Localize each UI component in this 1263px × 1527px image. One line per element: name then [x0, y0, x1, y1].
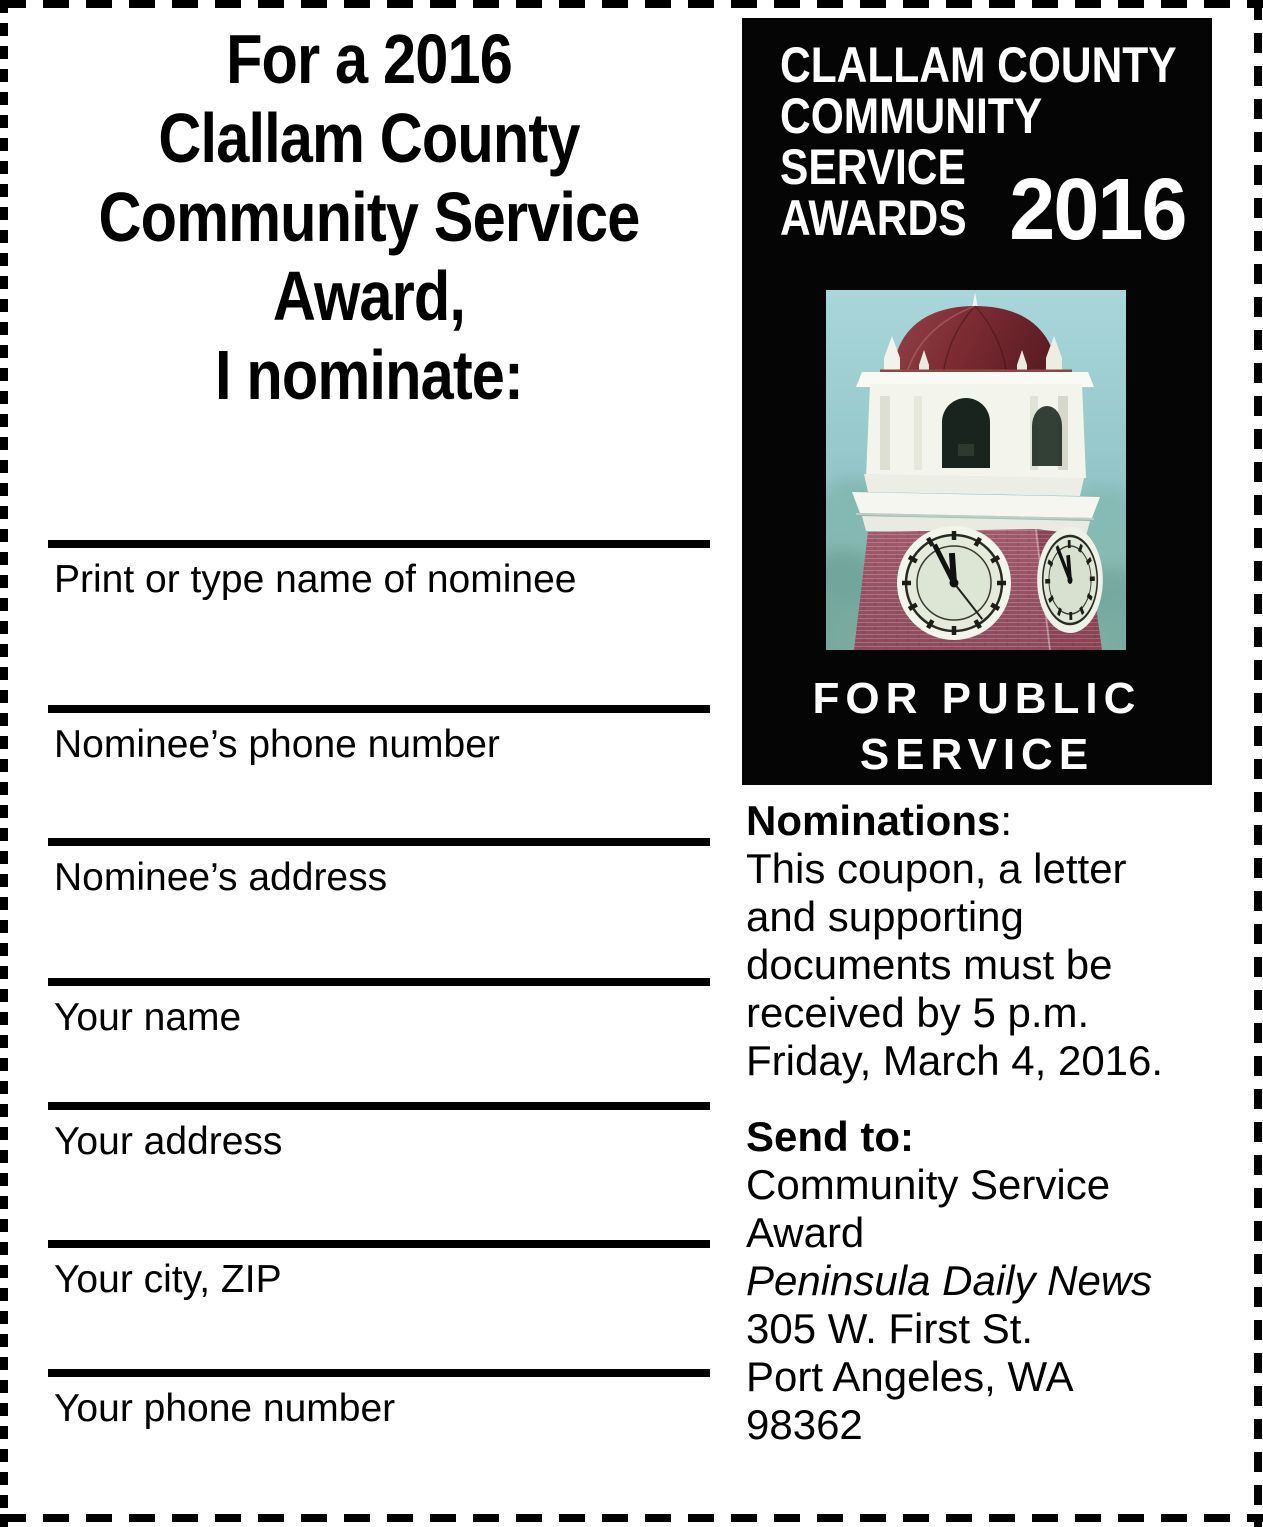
coupon-headline: [22, 20, 716, 415]
badge-title-line: COMMUNITY: [780, 88, 1043, 144]
send-to-line: Community Service: [746, 1161, 1111, 1208]
nominations-note: [746, 797, 1251, 1085]
badge-year: 2016: [1009, 161, 1186, 258]
coupon-dashed-border-left: [0, 0, 8, 1527]
courthouse-clock-tower-photo: [826, 290, 1126, 650]
field-label: Nominee’s address: [54, 856, 388, 899]
send-to-address: [746, 1113, 1251, 1449]
badge-title-line: CLALLAM COUNTY: [780, 37, 1177, 93]
nominations-text-line: documents must be: [746, 941, 1113, 988]
write-in-line: [48, 540, 710, 548]
nominations-text-line: Friday, March 4, 2016.: [746, 1037, 1164, 1084]
badge-tagline-line: FOR PUBLIC: [812, 674, 1142, 723]
send-to-heading: Send to:: [746, 1113, 914, 1160]
write-in-line: [48, 838, 710, 846]
headline-line: For a 2016: [226, 20, 512, 98]
nominations-text-line: This coupon, a letter: [746, 845, 1127, 892]
award-badge: [742, 18, 1212, 785]
coupon-dashed-border-right: [1254, 0, 1262, 1527]
field-label: Print or type name of nominee: [54, 558, 577, 601]
badge-title-line: SERVICE: [780, 139, 966, 195]
field-nominee-name: [48, 540, 710, 602]
badge-tagline-line: SERVICE: [859, 730, 1095, 779]
send-to-line: Award: [746, 1209, 865, 1256]
nominations-text-line: and supporting: [746, 893, 1024, 940]
badge-title-line: AWARDS: [780, 190, 967, 246]
field-your-city-zip: [48, 1240, 710, 1302]
field-label: Nominee’s phone number: [54, 723, 500, 766]
badge-tagline: [742, 671, 1212, 783]
write-in-line: [48, 1102, 710, 1110]
send-to-line: 98362: [746, 1401, 863, 1448]
field-label: Your phone number: [54, 1387, 396, 1430]
field-nominee-address: [48, 838, 710, 900]
nominations-text-line: received by 5 p.m.: [746, 989, 1090, 1036]
field-your-name: [48, 978, 710, 1040]
write-in-line: [48, 978, 710, 986]
send-to-line: Port Angeles, WA: [746, 1353, 1074, 1400]
headline-line: Community Service: [98, 178, 640, 256]
headline-line: I nominate:: [214, 336, 523, 414]
coupon-dashed-border-bottom: [0, 1514, 1263, 1522]
field-label: Your name: [54, 996, 242, 1039]
send-to-line-newspaper-name: Peninsula Daily News: [746, 1257, 1153, 1304]
write-in-line: [48, 705, 710, 713]
headline-line: Award,: [272, 257, 466, 335]
send-to-line: 305 W. First St.: [746, 1305, 1034, 1352]
field-your-phone: [48, 1369, 710, 1431]
write-in-line: [48, 1240, 710, 1248]
write-in-line: [48, 1369, 710, 1377]
field-your-address: [48, 1102, 710, 1164]
field-nominee-phone: [48, 705, 710, 767]
nominations-heading: Nominations:: [746, 797, 1013, 844]
headline-line: Clallam County: [158, 99, 580, 177]
coupon-dashed-border-top: [0, 0, 1263, 8]
field-label: Your address: [54, 1120, 283, 1163]
field-label: Your city, ZIP: [54, 1258, 282, 1301]
